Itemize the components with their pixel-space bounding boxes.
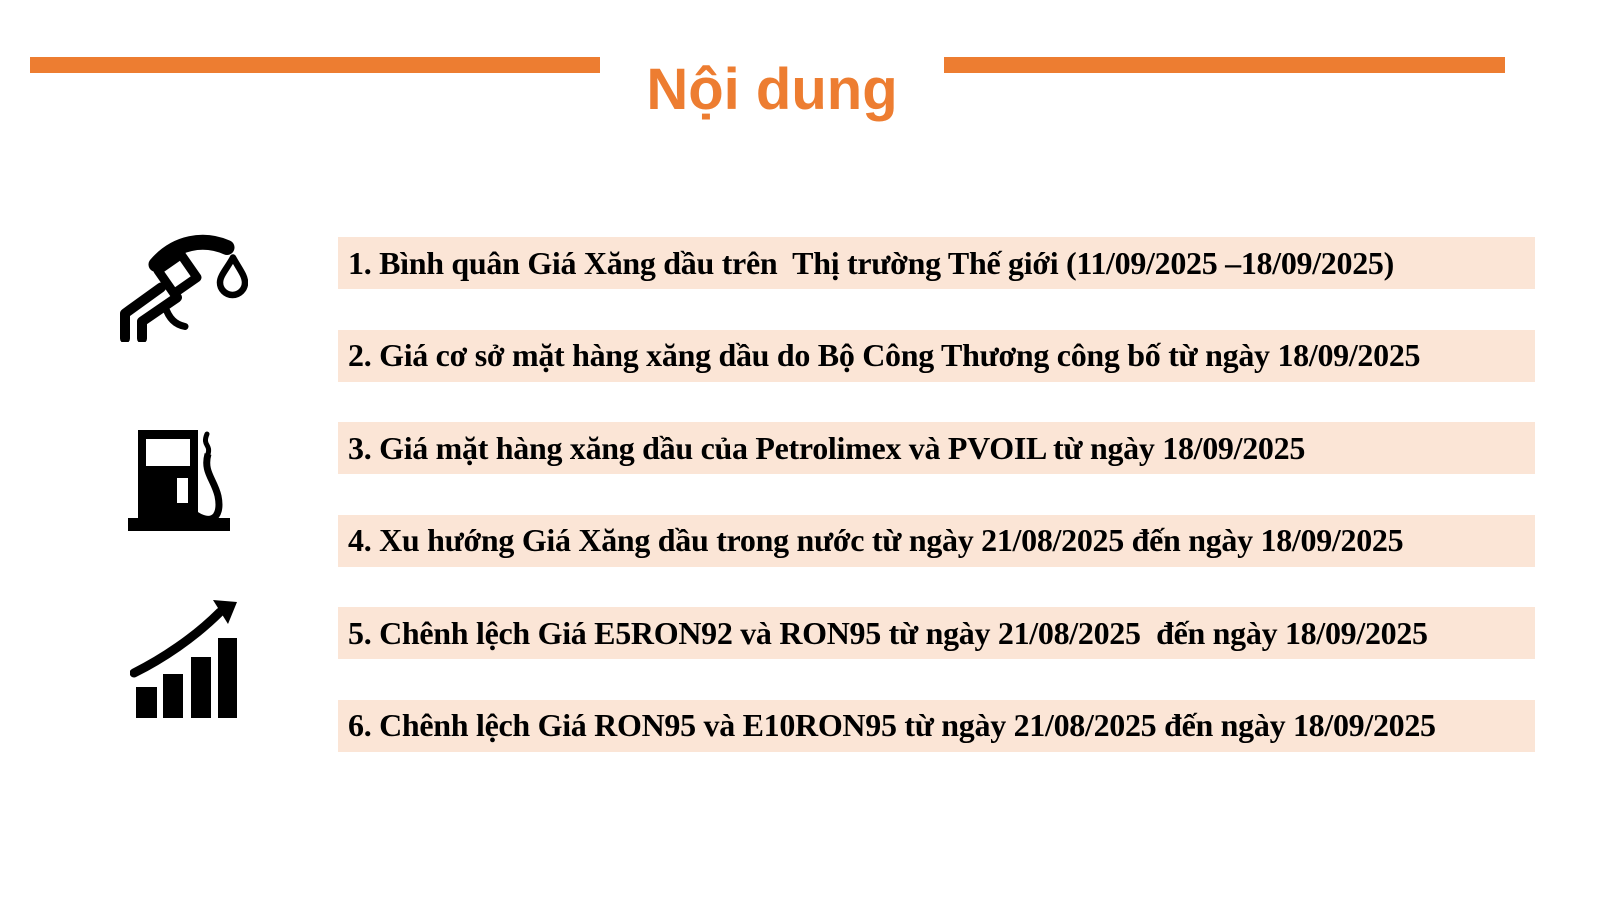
- title-rule-right: [944, 57, 1505, 73]
- toc-item-label: 2. Giá cơ sở mặt hàng xăng dầu do Bộ Công Thương công bố từ ngày 18/09/2025: [348, 337, 1421, 373]
- toc-item-label: 1. Bình quân Giá Xăng dầu trên Thị trường Thế giới (11/09/2025 –18/09/2025): [348, 244, 1394, 281]
- toc-item-4: [338, 515, 1535, 567]
- toc-item-5: [338, 607, 1535, 659]
- toc-item-2: [338, 330, 1535, 382]
- rising-bar-chart-icon: [130, 598, 240, 718]
- toc-item-3: [338, 422, 1535, 474]
- title-rule-left: [30, 57, 600, 73]
- toc-item-label: 4. Xu hướng Giá Xăng dầu trong nước từ ngày 21/08/2025 đến ngày 18/09/2025: [348, 522, 1404, 558]
- toc-item-label: 6. Chênh lệch Giá RON95 và E10RON95 từ ngày 21/08/2025 đến ngày 18/09/2025: [348, 707, 1436, 743]
- fuel-nozzle-icon: [108, 230, 248, 342]
- page-title: Nội dung: [646, 56, 898, 122]
- toc-item-6: [338, 700, 1535, 752]
- fuel-pump-icon: [128, 430, 230, 531]
- toc-item-label: 5. Chênh lệch Giá E5RON92 và RON95 từ ngày 21/08/2025 đến ngày 18/09/2025: [348, 614, 1428, 651]
- toc-list: [338, 237, 1535, 752]
- toc-item-1: [338, 237, 1535, 289]
- toc-item-label: 3. Giá mặt hàng xăng dầu của Petrolimex và PVOIL từ ngày 18/09/2025: [348, 429, 1306, 466]
